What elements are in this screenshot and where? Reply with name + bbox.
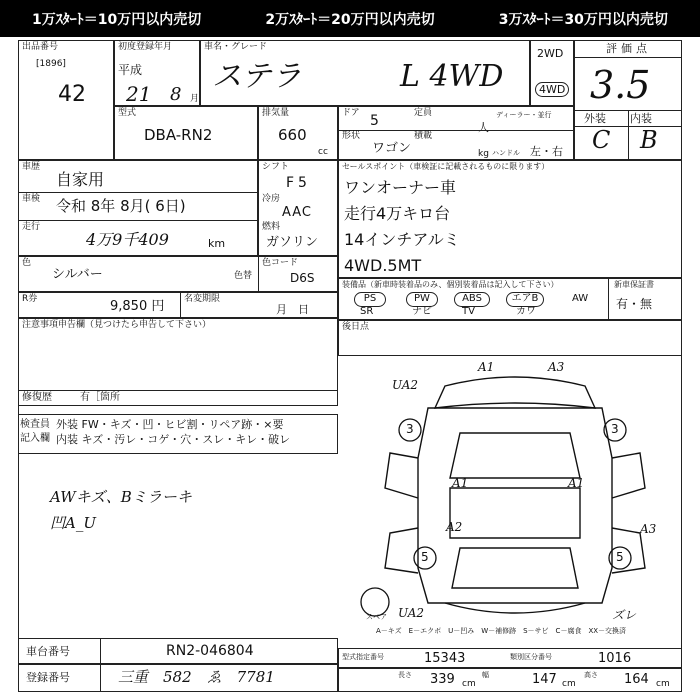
tire-num-1: 3 bbox=[406, 422, 414, 436]
mileage-unit: km bbox=[208, 237, 226, 250]
reg-label: 初度登録年月 bbox=[118, 42, 173, 52]
inspection: 令和 8年 8月( 6日) bbox=[56, 197, 186, 215]
equip-navi: ナビ bbox=[412, 306, 432, 317]
width-cm: cm bbox=[562, 679, 576, 689]
int-label: 内装 bbox=[630, 112, 652, 125]
plate: 三重 582 ゑ 7781 bbox=[118, 668, 275, 686]
sales-line-3: 14インチアルミ bbox=[344, 230, 460, 249]
mark-ua2-bottom: UA2 bbox=[398, 606, 425, 620]
grade: L 4WD bbox=[400, 59, 504, 94]
mark-a2: A2 bbox=[446, 520, 463, 534]
sales-label: セールスポイント（車検証に記載されるものに限ります） bbox=[342, 162, 550, 171]
back-box bbox=[338, 320, 682, 356]
color-no-label: 色替 bbox=[234, 271, 253, 281]
mileage-label: 走行 bbox=[22, 222, 41, 232]
cc: 660 bbox=[278, 126, 307, 144]
title-change-unit: 月 日 bbox=[276, 303, 309, 316]
color: シルバー bbox=[52, 267, 103, 282]
class-no-label: 類別区分番号 bbox=[510, 653, 552, 661]
inspector-line-1: 外装 FW・キズ・凹・ヒビ割・リペア跡・×要 bbox=[56, 418, 284, 431]
color-label: 色 bbox=[22, 258, 32, 268]
color-code: D6S bbox=[290, 271, 315, 285]
model-label: 型式 bbox=[118, 108, 137, 118]
sales-line-4: 4WD.5MT bbox=[344, 256, 422, 275]
warranty: 有・無 bbox=[616, 297, 653, 311]
banner-item-1: 1万ｽﾀｰﾄ＝10万円以内売切 bbox=[32, 11, 202, 28]
car-diagram bbox=[350, 358, 680, 638]
body: ワゴン bbox=[372, 141, 412, 156]
month: 8 bbox=[170, 84, 182, 105]
lot-sub: [1896] bbox=[36, 59, 66, 69]
back-label: 後日点 bbox=[342, 322, 370, 332]
seats-unit: 人 bbox=[478, 121, 489, 134]
equip-abs: ABS bbox=[454, 292, 490, 307]
shift: F5 bbox=[286, 175, 311, 191]
ac: AAC bbox=[282, 205, 312, 220]
height-cm: cm bbox=[656, 679, 670, 689]
length-label: 長さ bbox=[398, 671, 412, 679]
recycle: 9,850 円 bbox=[110, 299, 165, 314]
cc-label: 排気量 bbox=[262, 108, 290, 118]
model: DBA-RN2 bbox=[144, 126, 213, 144]
mark-a3-right: A3 bbox=[640, 522, 657, 536]
dealer-label: ディーラー・並行 bbox=[496, 111, 552, 119]
type-no: 15343 bbox=[424, 651, 466, 666]
cc-unit: cc bbox=[318, 147, 328, 157]
diagram-legend: A－キズ E－エクボ U－凹み W－補修跡 S－サビ C－腐食 XX－交換済 bbox=[376, 627, 627, 635]
equip-airbag: エアB bbox=[506, 292, 544, 307]
drive-4wd: 4WD bbox=[535, 82, 569, 97]
load-label: 積載 bbox=[414, 131, 433, 141]
banner-item-3: 3万ｽﾀｰﾄ＝30万円以内売切 bbox=[498, 11, 668, 28]
sales-line-2: 走行4万キロ台 bbox=[344, 204, 451, 223]
tire-num-3: 5 bbox=[421, 550, 429, 564]
height: 164 bbox=[624, 672, 649, 687]
height-label: 高さ bbox=[584, 671, 598, 679]
mark-a1-top: A1 bbox=[478, 360, 495, 374]
month-unit: 月 bbox=[190, 94, 200, 104]
fuel: ガソリン bbox=[266, 235, 319, 250]
handle-label: ハンドル bbox=[492, 149, 520, 157]
width: 147 bbox=[532, 672, 557, 687]
year: 21 bbox=[126, 82, 152, 106]
length-cm: cm bbox=[462, 679, 476, 689]
era: 平成 bbox=[118, 63, 143, 77]
warranty-label: 新車保証書 bbox=[614, 280, 654, 289]
inspector-line-2: 内装 キズ・汚レ・コゲ・穴・スレ・キレ・破レ bbox=[56, 433, 291, 446]
inspection-label: 車検 bbox=[22, 194, 41, 204]
repair-label: 修復歴 bbox=[22, 392, 52, 403]
banner-item-2: 2万ｽﾀｰﾄ＝20万円以内売切 bbox=[265, 11, 435, 28]
body-label: 形状 bbox=[342, 131, 361, 141]
color-code-label: 色コード bbox=[262, 258, 299, 268]
recycle-label: R券 bbox=[22, 294, 38, 304]
tire-num-2: 3 bbox=[611, 422, 619, 436]
seats-label: 定員 bbox=[414, 108, 433, 118]
doors: 5 bbox=[370, 113, 379, 129]
equipment-label: 装備品（新車時装着品のみ、個別装着品は記入して下さい） bbox=[342, 280, 559, 289]
sales-line-1: ワンオーナー車 bbox=[344, 178, 457, 197]
mark-a1-left: A1 bbox=[452, 476, 469, 490]
lot-label: 出品番号 bbox=[22, 42, 59, 52]
eval-label: 評価点 bbox=[606, 42, 651, 55]
name-label: 車名・グレード bbox=[204, 42, 268, 52]
mark-a3-top: A3 bbox=[548, 360, 565, 374]
int-grade: B bbox=[640, 126, 658, 154]
equip-tv: TV bbox=[462, 306, 475, 317]
type-no-label: 型式指定番号 bbox=[342, 653, 384, 661]
length: 339 bbox=[430, 672, 455, 687]
lot-number: 42 bbox=[58, 82, 86, 107]
width-label: 幅 bbox=[482, 671, 489, 679]
mark-a1-right: A1 bbox=[568, 476, 585, 490]
ext-label: 外装 bbox=[584, 112, 606, 125]
mark-ua2-top: UA2 bbox=[392, 378, 419, 392]
notes-label: 注意事項申告欄（見つけたら申告して下さい） bbox=[22, 320, 212, 330]
title-change-label: 名変期限 bbox=[184, 294, 221, 304]
mileage: 4万9千409 bbox=[86, 230, 169, 249]
mark-zure: ズレ bbox=[612, 608, 637, 622]
drive-2wd: 2WD bbox=[537, 47, 564, 60]
handwriting-2: 凹A_U bbox=[50, 514, 96, 532]
ext-grade: C bbox=[592, 126, 611, 154]
spare-label: スペア bbox=[366, 613, 387, 621]
fuel-label: 燃料 bbox=[262, 222, 281, 232]
equip-leather: カワ bbox=[516, 306, 536, 317]
tire-num-4: 5 bbox=[616, 550, 624, 564]
class-no: 1016 bbox=[598, 651, 632, 666]
notes-box bbox=[18, 318, 338, 406]
handle: 左・右 bbox=[530, 145, 563, 158]
chassis-label: 車台番号 bbox=[26, 645, 70, 658]
history: 自家用 bbox=[56, 170, 105, 189]
history-label: 車歴 bbox=[22, 162, 41, 172]
doors-label: ドア bbox=[342, 108, 360, 118]
equip-pw: PW bbox=[406, 292, 438, 307]
load-unit: kg bbox=[478, 149, 489, 159]
equip-aw: AW bbox=[572, 293, 589, 304]
chassis: RN2-046804 bbox=[166, 643, 254, 659]
equip-sr: SR bbox=[360, 306, 374, 317]
inspector-label-2: 記入欄 bbox=[20, 433, 50, 444]
ac-label: 冷房 bbox=[262, 194, 281, 204]
top-banner bbox=[0, 0, 700, 37]
score: 3.5 bbox=[590, 63, 651, 107]
car-name: ステラ bbox=[212, 59, 302, 94]
inspector-label-1: 検査員 bbox=[20, 419, 50, 430]
handwriting-1: AWキズ、Bミラーキ bbox=[50, 488, 192, 506]
equip-ps: PS bbox=[354, 292, 386, 307]
repair-value: 有［箇所 bbox=[80, 392, 120, 403]
plate-label: 登録番号 bbox=[26, 671, 70, 684]
shift-label: シフト bbox=[262, 162, 290, 172]
